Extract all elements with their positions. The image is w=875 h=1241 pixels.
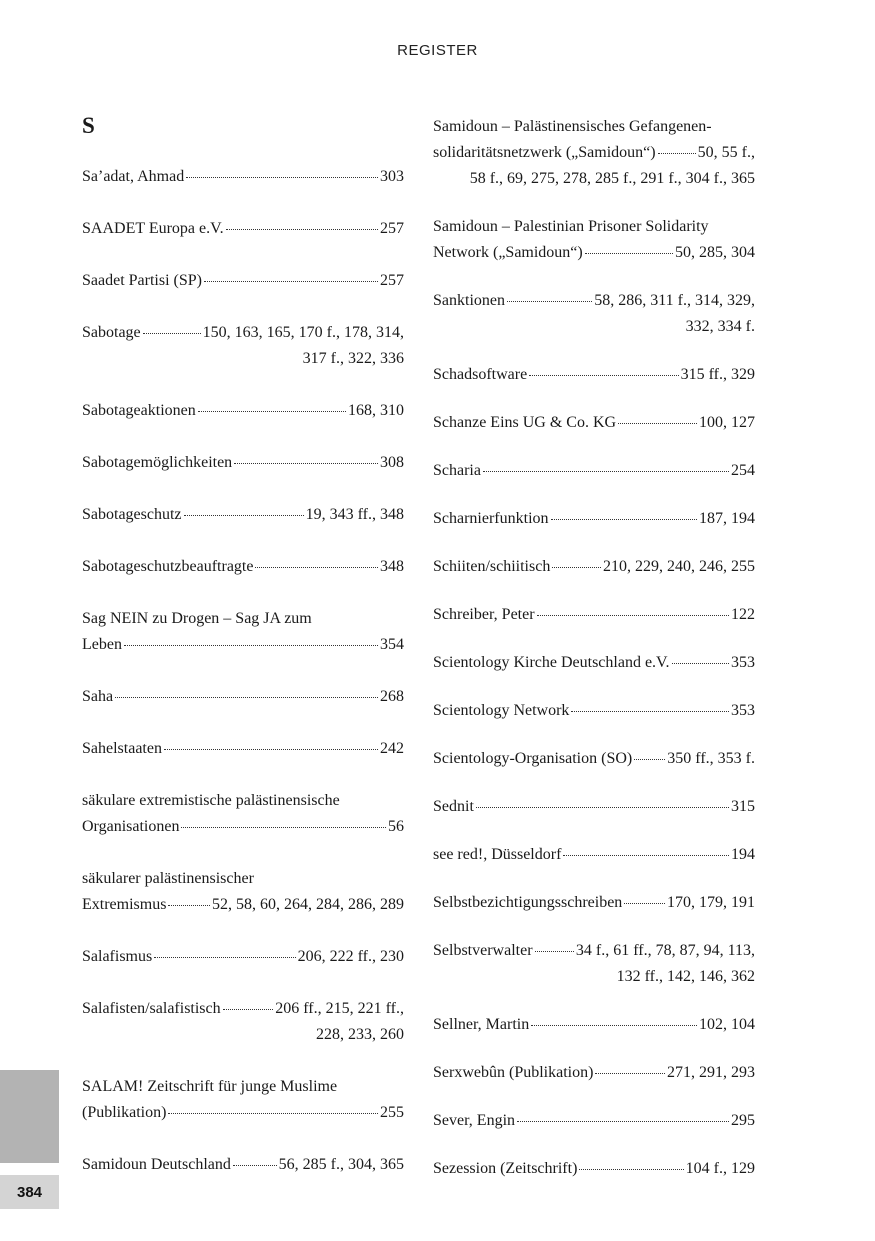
index-line [82,632,404,658]
index-line [82,892,404,918]
dot-leader [672,663,729,664]
index-page-refs: 50, 285, 304 [675,244,755,261]
index-page-refs-continued: 58 f., 69, 275, 278, 285 f., 291 f., 304 f., 365 [469,170,755,187]
index-term-line: Sag NEIN zu Drogen – Sag JA zum [82,610,312,627]
index-entry [433,698,755,724]
index-page-refs: 242 [380,740,404,757]
index-page-refs: 354 [380,636,404,653]
index-entry [433,1060,755,1086]
index-column-right [433,114,755,1204]
index-entry [82,788,404,840]
index-entry [433,506,755,532]
index-entry [433,288,755,340]
dot-leader [233,1165,277,1166]
index-line [433,458,755,484]
dot-leader [143,333,201,334]
index-page-refs: 257 [380,220,404,237]
dot-leader [168,1113,378,1114]
index-term: Schreiber, Peter [433,606,535,623]
index-entry [82,944,404,970]
index-line [82,814,404,840]
index-term: Sabotageschutzbeauftragte [82,558,254,575]
index-term: SAADET Europa e.V. [82,220,224,237]
index-entry [433,554,755,580]
dot-leader [184,515,304,516]
index-page-refs: 58, 286, 311 f., 314, 329, [594,292,755,309]
index-line [82,554,404,580]
index-term: Sabotagemöglichkeiten [82,454,233,471]
index-entry [433,602,755,628]
index-line [82,320,404,346]
dot-leader [483,471,729,472]
index-entry [82,554,404,580]
index-line [433,698,755,724]
index-entry [433,890,755,916]
index-term: Sever, Engin [433,1112,516,1129]
index-list-left [82,164,404,1178]
index-entry [433,214,755,266]
dot-leader [223,1009,274,1010]
index-entry [82,684,404,710]
index-line [433,938,755,964]
index-entry [82,1074,404,1126]
index-line [82,1152,404,1178]
index-page-refs: 268 [380,688,404,705]
index-entry [433,842,755,868]
index-line [433,410,755,436]
dot-leader [618,423,697,424]
index-entry [433,1108,755,1134]
dot-leader [517,1121,729,1122]
dot-leader [551,519,697,520]
section-letter: S [82,113,95,138]
index-page-refs: 271, 291, 293 [667,1064,755,1081]
index-entry [433,1012,755,1038]
index-page-refs: 56 [388,818,404,835]
index-entry [82,736,404,762]
index-line [433,794,755,820]
index-term: Saadet Partisi (SP) [82,272,202,289]
index-term: Scientology-Organisation (SO) [433,750,633,767]
dot-leader [186,177,378,178]
index-line [433,140,755,166]
dot-leader [624,903,665,904]
index-term: Sabotageaktionen [82,402,196,419]
index-term: Samidoun Deutschland [82,1156,231,1173]
index-term: Saha [82,688,114,705]
dot-leader [579,1169,683,1170]
index-page-refs: 19, 343 ff., 348 [305,506,404,523]
index-entry [433,1156,755,1182]
dot-leader [537,615,729,616]
dot-leader [476,807,729,808]
index-page-refs-continued: 332, 334 f. [685,318,755,335]
index-term: Leben [82,636,122,653]
dot-leader [115,697,378,698]
index-line [433,1156,755,1182]
dot-leader [168,905,210,906]
index-page-refs: 206 ff., 215, 221 ff., [275,1000,404,1017]
index-page-refs: 353 [731,702,755,719]
index-line [82,736,404,762]
index-term: Sahelstaaten [82,740,162,757]
index-term: Schadsoftware [433,366,528,383]
dot-leader [634,759,665,760]
index-page-refs: 122 [731,606,755,623]
index-page-refs: 350 ff., 353 f. [667,750,755,767]
index-line [433,650,755,676]
index-term: Network („Samidoun“) [433,244,583,261]
dot-leader [164,749,378,750]
index-term-line: Samidoun – Palästinensisches Gefangenen- [433,118,712,135]
index-page-refs: 308 [380,454,404,471]
dot-leader [255,567,378,568]
index-entry [82,1152,404,1178]
index-page-refs: 52, 58, 60, 264, 284, 286, 289 [212,896,404,913]
index-line [433,240,755,266]
index-page-refs: 315 [731,798,755,815]
index-term: Selbstbezichtigungsschreiben [433,894,623,911]
dot-leader [552,567,601,568]
index-term: see red!, Düsseldorf [433,846,562,863]
index-list-right [433,114,755,1182]
dot-leader [181,827,386,828]
index-page-refs: 187, 194 [699,510,755,527]
index-term: Salafisten/salafistisch [82,1000,221,1017]
index-entry [82,320,404,372]
index-term: Sanktionen [433,292,505,309]
dot-leader [585,253,673,254]
index-page-refs-continued: 317 f., 322, 336 [302,350,404,367]
index-term: Scientology Kirche Deutschland e.V. [433,654,670,671]
index-entry [82,450,404,476]
index-entry [82,866,404,918]
index-term: Sabotageschutz [82,506,182,523]
dot-leader [124,645,378,646]
index-page-refs: 150, 163, 165, 170 f., 178, 314, [202,324,404,341]
index-page-refs: 206, 222 ff., 230 [297,948,404,965]
index-line [433,288,755,314]
index-term: Schiiten/schiitisch [433,558,551,575]
index-line [433,1060,755,1086]
index-line [82,398,404,424]
dot-leader [154,957,295,958]
dot-leader [658,153,696,154]
index-line [82,684,404,710]
index-line [433,1108,755,1134]
page-number: 384 [0,1175,59,1209]
index-line [82,164,404,190]
index-entry [433,410,755,436]
index-term: Scientology Network [433,702,570,719]
index-page-refs: 295 [731,1112,755,1129]
index-term-line: Samidoun – Palestinian Prisoner Solidarity [433,218,709,235]
index-page-refs: 254 [731,462,755,479]
index-entry [433,794,755,820]
index-line [433,362,755,388]
index-page-refs-continued: 132 ff., 142, 146, 362 [616,968,755,985]
index-term-line: säkulare extremistische palästinensische [82,792,340,809]
index-entry [433,458,755,484]
index-line [433,506,755,532]
index-entry [433,938,755,990]
index-page-refs-continued: 228, 233, 260 [316,1026,404,1043]
index-page-refs: 102, 104 [699,1016,755,1033]
index-page-refs: 170, 179, 191 [667,894,755,911]
index-term: Sellner, Martin [433,1016,530,1033]
index-entry [82,216,404,242]
index-term: Sabotage [82,324,141,341]
index-term: Organisationen [82,818,180,835]
index-page-refs: 34 f., 61 ff., 78, 87, 94, 113, [575,942,755,959]
index-term: Salafismus [82,948,153,965]
index-line [433,890,755,916]
index-line [433,746,755,772]
index-page-refs: 56, 285 f., 304, 365 [278,1156,404,1173]
index-page-refs: 210, 229, 240, 246, 255 [603,558,755,575]
index-line [82,502,404,528]
thumb-index-tab [0,1070,59,1163]
index-term: Schanze Eins UG & Co. KG [433,414,617,431]
index-page-refs: 100, 127 [699,414,755,431]
index-line [433,554,755,580]
index-page-refs: 315 ff., 329 [680,366,755,383]
index-entry [433,114,755,192]
index-entry [433,650,755,676]
index-term: Sezession (Zeitschrift) [433,1160,578,1177]
index-line [82,996,404,1022]
dot-leader [571,711,729,712]
dot-leader [226,229,378,230]
index-entry [82,502,404,528]
index-line [433,1012,755,1038]
index-line [82,216,404,242]
index-term: Sednit [433,798,474,815]
index-line [82,450,404,476]
index-page-refs: 348 [380,558,404,575]
index-page-refs: 50, 55 f., [697,144,755,161]
index-page-refs: 104 f., 129 [685,1160,755,1177]
index-page-refs: 303 [380,168,404,185]
dot-leader [507,301,592,302]
index-term: Sa’adat, Ahmad [82,168,185,185]
index-term-line: säkularer palästinensischer [82,870,254,887]
dot-leader [198,411,346,412]
dot-leader [204,281,378,282]
index-page-refs: 255 [380,1104,404,1121]
index-term: Extremismus [82,896,167,913]
index-entry [433,746,755,772]
index-page-refs: 168, 310 [348,402,404,419]
index-entry [82,606,404,658]
dot-leader [531,1025,697,1026]
index-entry [82,268,404,294]
index-line [433,842,755,868]
index-line [82,268,404,294]
index-term: solidaritätsnetzwerk („Samidoun“) [433,144,656,161]
index-term: Scharnierfunktion [433,510,549,527]
index-term: (Publikation) [82,1104,167,1121]
index-column-left [82,112,404,1204]
dot-leader [595,1073,665,1074]
index-line [82,1100,404,1126]
index-entry [82,164,404,190]
index-page-refs: 257 [380,272,404,289]
index-entry [82,398,404,424]
index-term: Selbstverwalter [433,942,533,959]
dot-leader [234,463,378,464]
index-term: Scharia [433,462,481,479]
running-head: REGISTER [397,42,478,59]
index-entry [433,362,755,388]
index-term-line: SALAM! Zeitschrift für junge Muslime [82,1078,338,1095]
dot-leader [529,375,678,376]
index-entry [82,996,404,1048]
index-page-refs: 194 [731,846,755,863]
index-page-refs: 353 [731,654,755,671]
index-term: Serxwebûn (Publikation) [433,1064,594,1081]
dot-leader [563,855,729,856]
dot-leader [535,951,574,952]
index-line [82,944,404,970]
index-line [433,602,755,628]
